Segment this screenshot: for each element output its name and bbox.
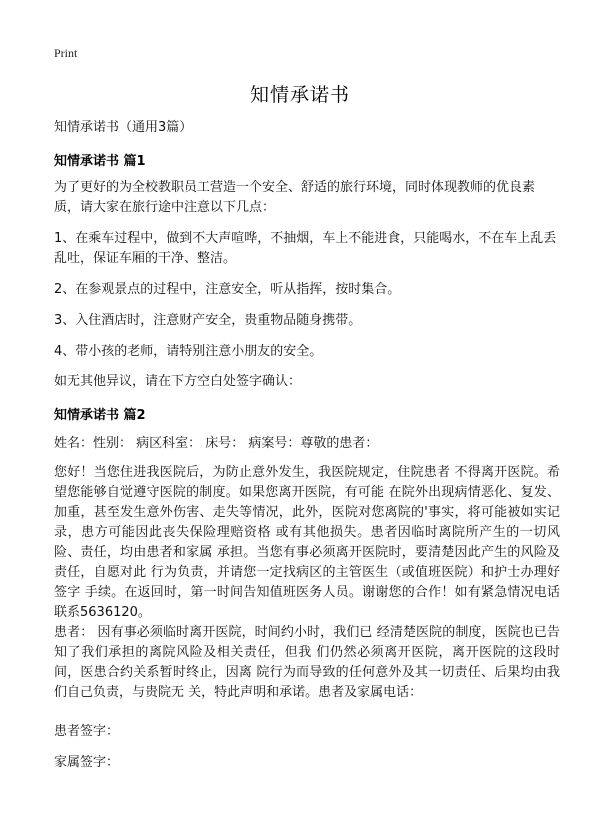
family-signature-label: 家属签字： <box>54 755 120 770</box>
section1-item-3: 3、入住酒店时，注意财产安全，贵重物品随身携带。 <box>54 313 362 328</box>
section1-heading: 知情承诺书 篇1 <box>54 154 146 169</box>
document-subtitle: 知情承诺书（通用3篇） <box>54 120 193 135</box>
patient-signature-label: 患者签字： <box>54 724 120 739</box>
patient-info-fields: 姓名：性别： 病区科室： 床号： 病案号：尊敬的患者： <box>54 436 379 451</box>
print-label: Print <box>54 46 78 60</box>
section1-item-4: 4、带小孩的老师，请特别注意小朋友的安全。 <box>54 344 323 359</box>
section1-item-2: 2、在参观景点的过程中，注意安全，听从指挥，按时集合。 <box>54 282 401 297</box>
patient-statement: 患者： 因有事必须临时离开医院，时间约小时，我们已 经清楚医院的制度，医院也已告知了我们承担的离院风险及相关责任，但我 们仍然必须离开医院，离开医院的这段时间，医患合约关系暂时终止，因离 院行为而导致的任何意外及其一切责任、后果均由我们自己负责，与贵院无 关，特此声明和承诺。患者及家属电话： <box>54 625 560 700</box>
section1-closing: 如无其他异议，请在下方空白处签字确认： <box>54 374 302 389</box>
section1-intro: 为了更好的为全校教职员工营造一个安全、舒适的旅行环境，同时体现教师的优良素质，请大家在旅行途中注意以下几点： <box>54 180 536 215</box>
document-title: 知情承诺书 <box>249 84 350 106</box>
section2-heading: 知情承诺书 篇2 <box>54 408 146 423</box>
section1-item-1: 1、在乘车过程中，做到不大声喧哗，不抽烟，车上不能进食，只能喝水，不在车上乱丢乱吐，保证车厢的干净、整洁。 <box>54 231 557 266</box>
hospital-notice: 您好！当您住进我医院后，为防止意外发生，我医院规定，住院患者 不得离开医院。希望您能够自觉遵守医院的制度。如果您离开医院，有可能 在院外出现病情恶化、复发、加重，甚至发生意外伤害、走失等情况，此外，医院对您离院的'事实，将可能被如实记录，患方可能因此丧失保险理赔资格 或有其他损失。患者因临时离院所产生的一切风险、责任，均由患者和家属 承担。当您有事必须离开医院时，要清楚因此产生的风险及责任，自愿对此 行为负责，并请您一定找病区的主管医生（或值班医院）和护士办理好签字 手续。在返回时，第一时间告知值班医务人员。谢谢您的合作！如有紧急情况电话联系5636120。 <box>54 465 560 620</box>
